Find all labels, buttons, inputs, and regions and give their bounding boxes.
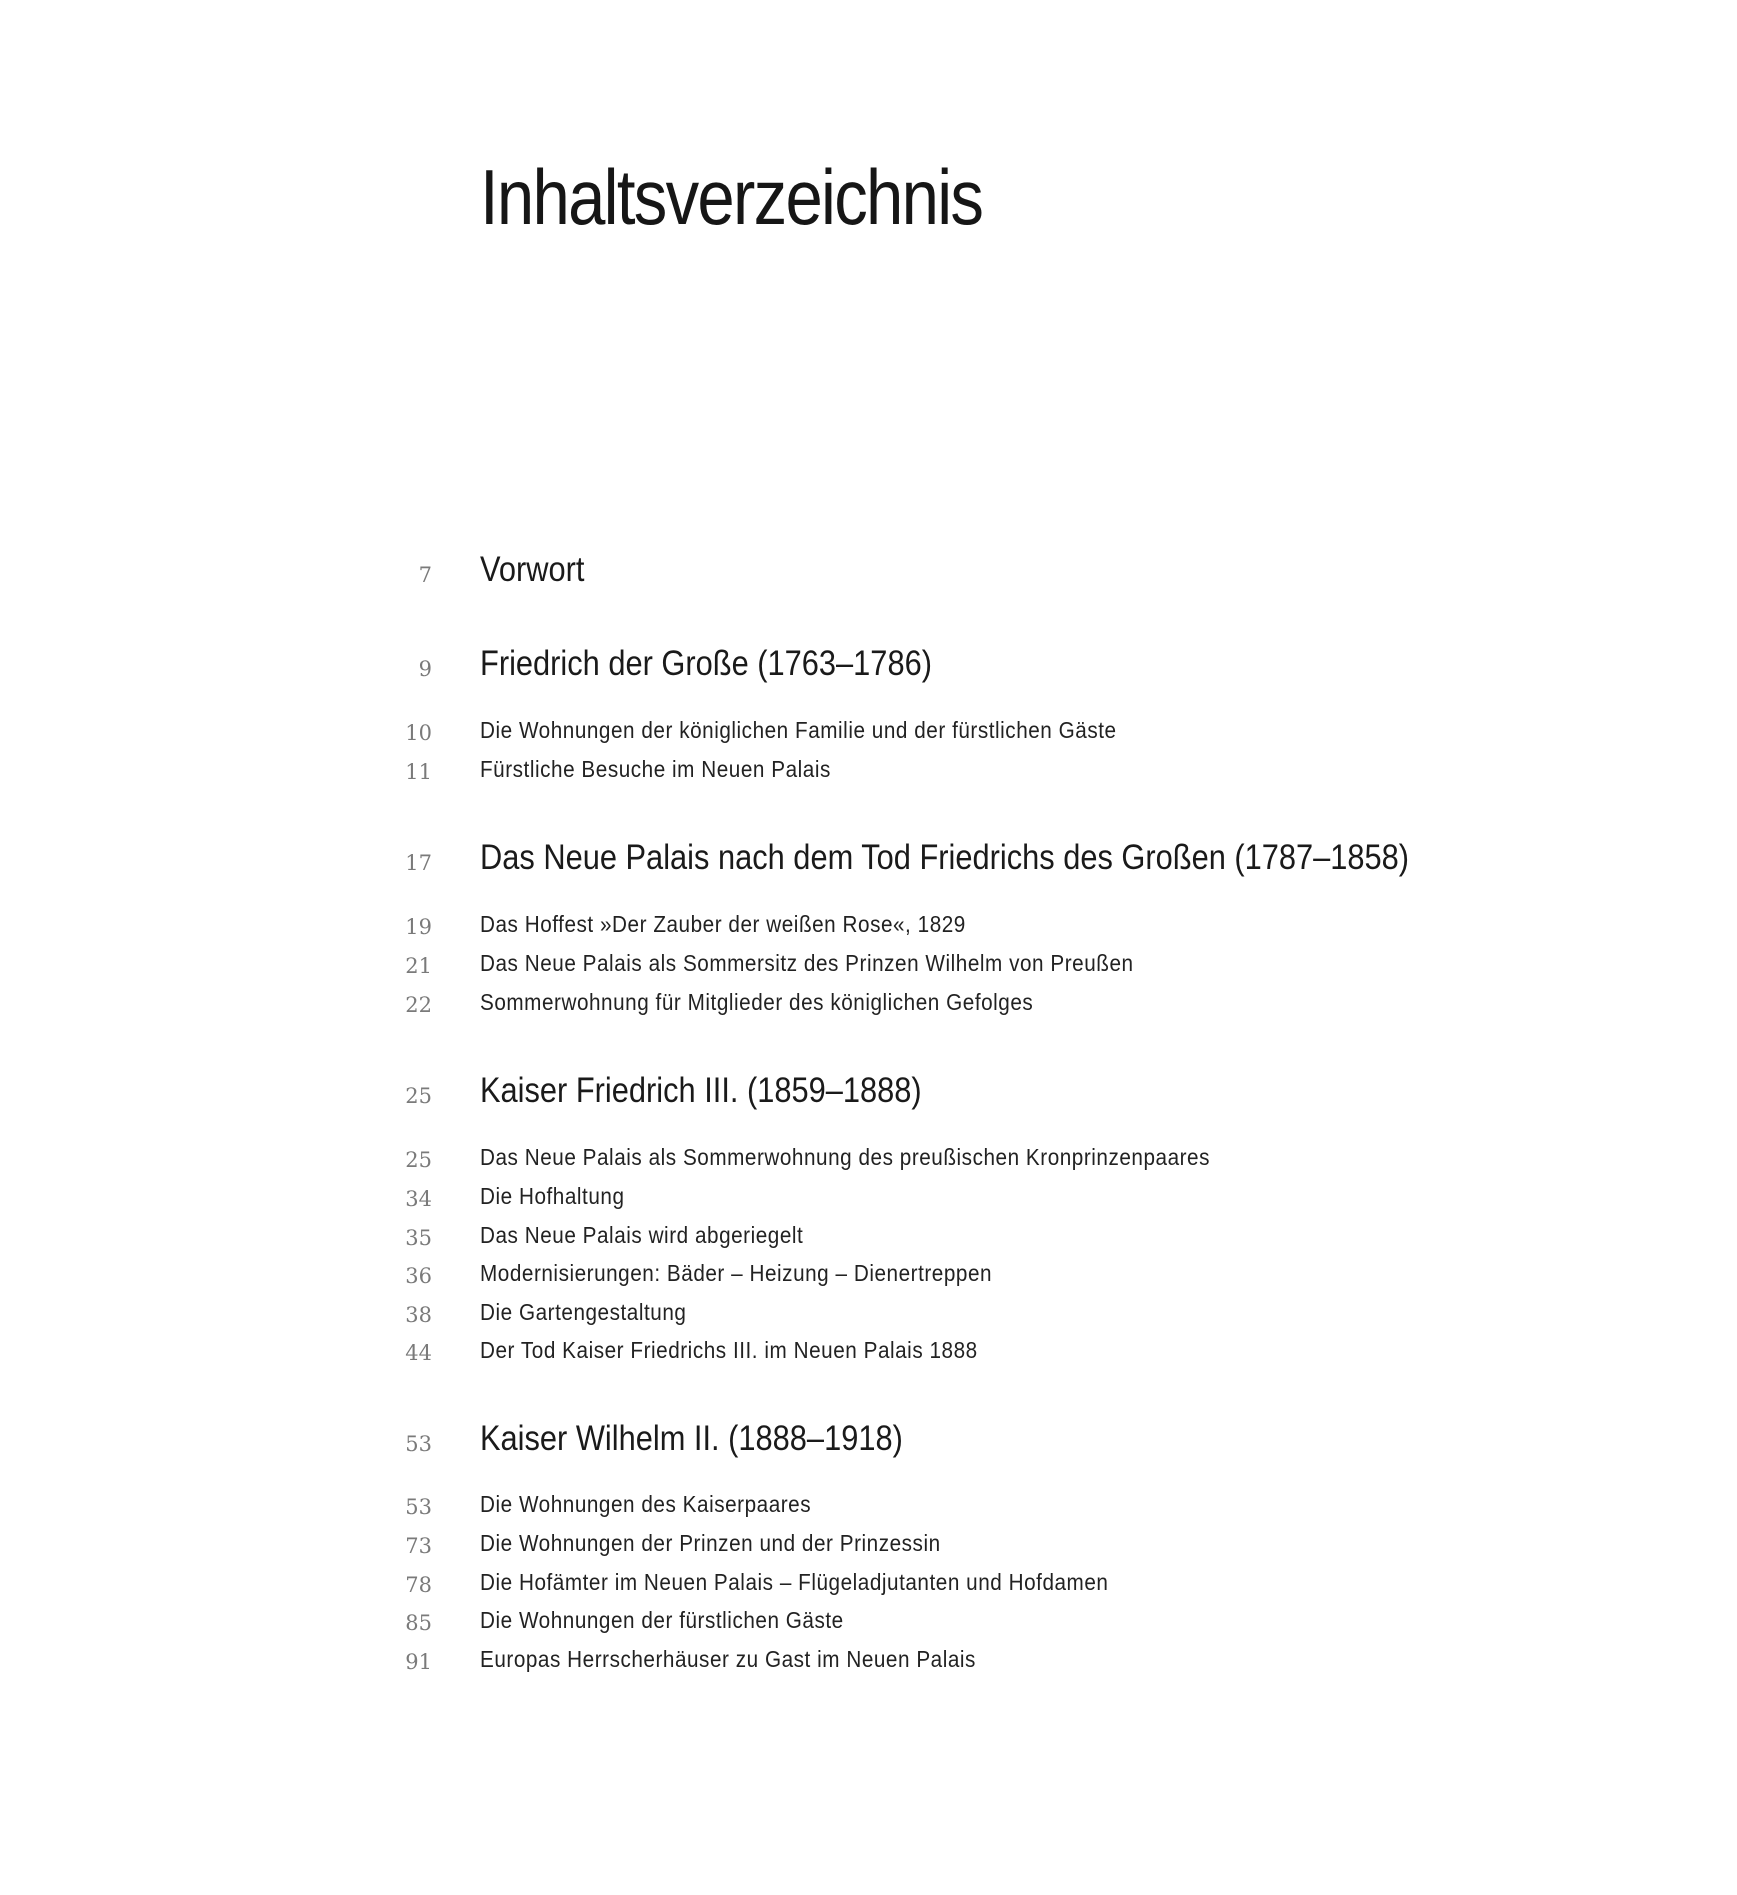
toc-entry[interactable] [0,1299,1737,1339]
toc-entry[interactable] [0,1183,1737,1223]
toc-entry[interactable] [0,1144,1737,1184]
page-number: 34 [405,1187,432,1211]
toc-entry[interactable] [0,1530,1737,1570]
entry-title: Der Tod Kaiser Friedrichs III. im Neuen Palais 1888 [480,1337,978,1363]
page-number: 22 [405,993,432,1017]
chapter-title: Das Neue Palais nach dem Tod Friedrichs des Großen (1787–1858) [480,838,1410,877]
page-number: 53 [405,1495,432,1519]
toc-chapter-friedrich3[interactable] [0,1071,1737,1111]
page-number: 36 [405,1264,432,1288]
page-number: 25 [405,1148,432,1172]
page-number: 19 [405,915,432,939]
page-number: 11 [405,760,432,784]
toc-entry[interactable] [0,1607,1737,1647]
page-number: 17 [405,851,432,875]
entry-title: Das Hoffest »Der Zauber der weißen Rose«, 1829 [480,911,966,937]
page-number: 35 [405,1226,432,1250]
entry-title: Modernisierungen: Bäder – Heizung – Dienertreppen [480,1260,993,1286]
toc-entry[interactable] [0,950,1737,990]
page-number: 53 [405,1432,432,1456]
toc-entry[interactable] [0,989,1737,1029]
toc-entry[interactable] [0,1337,1737,1377]
page-number: 44 [405,1341,432,1365]
chapter-title: Kaiser Friedrich III. (1859–1888) [480,1071,922,1110]
toc-chapter-nach-tod[interactable] [0,838,1737,878]
toc-chapter-vorwort[interactable] [0,550,1737,590]
chapter-title: Friedrich der Große (1763–1786) [480,644,932,683]
entry-title: Das Neue Palais als Sommerwohnung des preußischen Kronprinzenpaares [480,1144,1211,1170]
toc-entry[interactable] [0,756,1737,796]
page-number: 78 [405,1573,432,1597]
page-number: 7 [418,563,432,587]
entry-title: Die Wohnungen der Prinzen und der Prinzessin [480,1530,941,1556]
page-number: 10 [405,721,432,745]
entry-title: Die Wohnungen des Kaiserpaares [480,1491,812,1517]
toc-entry[interactable] [0,1260,1737,1300]
entry-title: Sommerwohnung für Mitglieder des königlichen Gefolges [480,989,1034,1015]
page-number: 38 [405,1303,432,1327]
entry-title: Die Gartengestaltung [480,1299,687,1325]
entry-title: Die Wohnungen der fürstlichen Gäste [480,1607,844,1633]
toc-entry[interactable] [0,1569,1737,1609]
entry-title: Das Neue Palais als Sommersitz des Prinzen Wilhelm von Preußen [480,950,1134,976]
entry-title: Die Hofhaltung [480,1183,625,1209]
chapter-title: Vorwort [480,550,585,589]
entry-title: Europas Herrscherhäuser zu Gast im Neuen Palais [480,1646,976,1672]
page-number: 25 [405,1084,432,1108]
chapter-title: Kaiser Wilhelm II. (1888–1918) [480,1419,903,1458]
entry-title: Fürstliche Besuche im Neuen Palais [480,756,831,782]
page-number: 21 [405,954,432,978]
page-number: 85 [405,1611,432,1635]
toc-entry[interactable] [0,717,1737,757]
toc-entry[interactable] [0,1222,1737,1262]
entry-title: Die Wohnungen der königlichen Familie und der fürstlichen Gäste [480,717,1117,743]
toc-entry[interactable] [0,911,1737,951]
toc-chapter-wilhelm2[interactable] [0,1419,1737,1459]
page-number: 91 [405,1650,432,1674]
page-title: Inhaltsverzeichnis [480,153,983,241]
toc-chapter-friedrich[interactable] [0,644,1737,684]
toc-entry[interactable] [0,1491,1737,1531]
entry-title: Das Neue Palais wird abgeriegelt [480,1222,804,1248]
entry-title: Die Hofämter im Neuen Palais – Flügeladjutanten und Hofdamen [480,1569,1109,1595]
toc-entry[interactable] [0,1646,1737,1686]
page-number: 9 [418,657,432,681]
page-number: 73 [405,1534,432,1558]
